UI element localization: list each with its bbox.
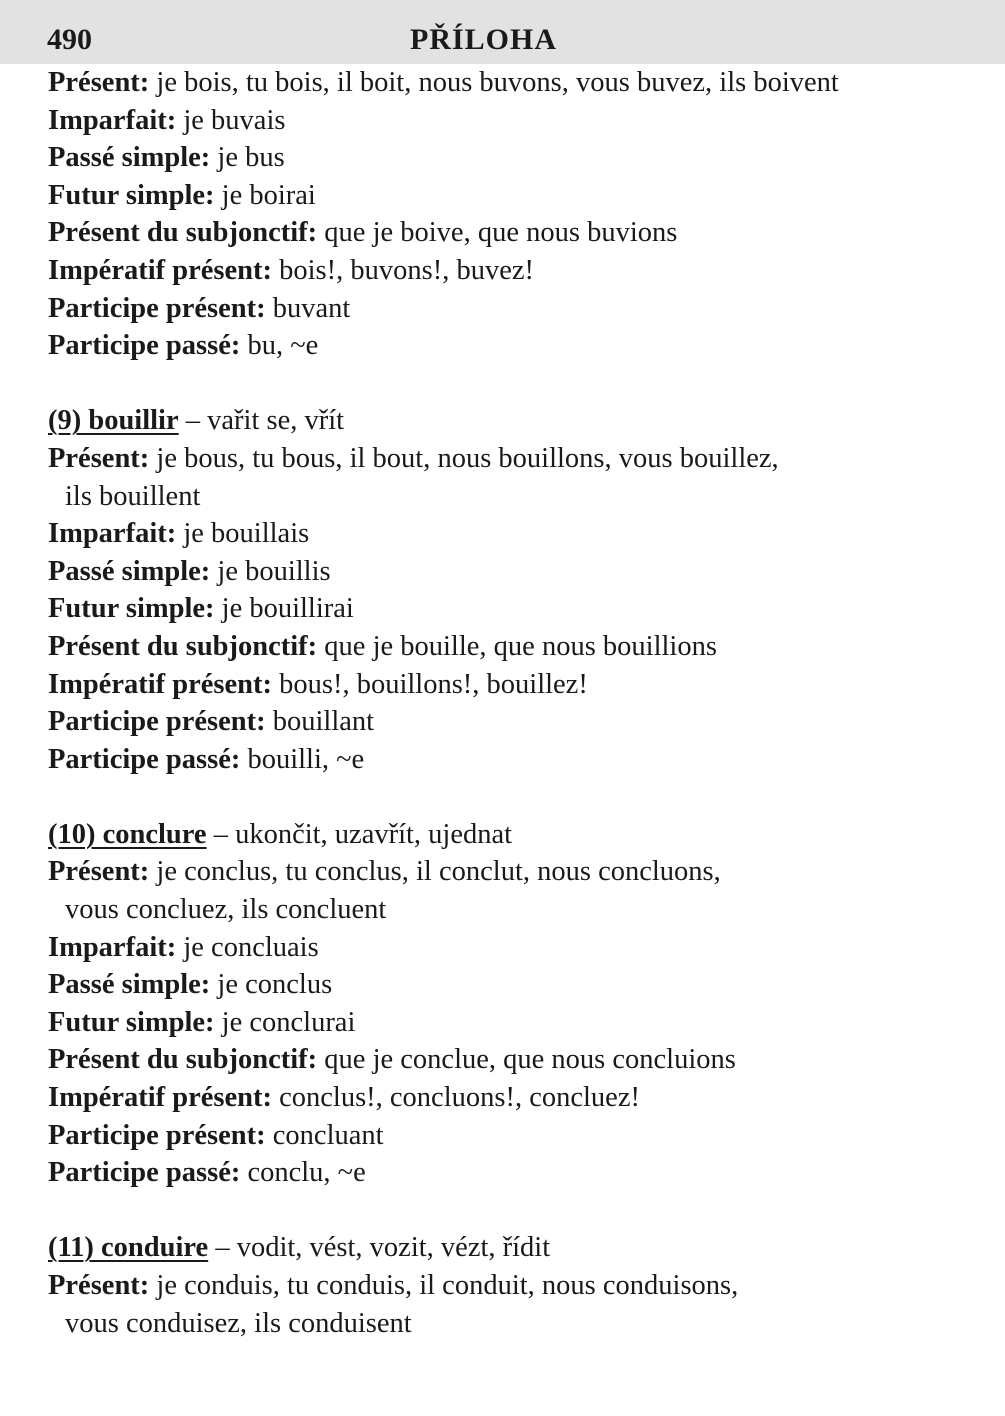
- conjugation-text: je conduis, tu conduis, il conduit, nous conduisons,: [149, 1270, 739, 1301]
- page-header: [0, 0, 1005, 64]
- imparfait-line: [48, 102, 978, 140]
- conjugation-text: que je boive, que nous buvions: [317, 217, 678, 249]
- spacer: [48, 1192, 978, 1230]
- tense-label: Passé simple:: [48, 969, 211, 1001]
- tense-label: Futur simple:: [48, 1006, 215, 1038]
- present-continuation: ils bouillent: [65, 480, 201, 512]
- conjugation-text: je conclus: [210, 969, 333, 1001]
- conjugation-text: bu, ~e: [240, 330, 319, 362]
- participe-present-line: [48, 290, 978, 328]
- participe-present-line: [48, 703, 978, 741]
- conjugation-text: bois!, buvons!, buvez!: [271, 254, 534, 286]
- conjugation-text: je bus: [210, 142, 285, 174]
- conjugation-text: conclu, ~e: [240, 1157, 366, 1189]
- tense-label: Imparfait:: [48, 518, 177, 550]
- conjugation-text: bouillant: [265, 706, 375, 738]
- tense-label: Présent:: [48, 856, 150, 888]
- conjugation-text: je bois, tu bois, il boit, nous buvons, vous buvez, ils boivent: [149, 67, 839, 98]
- tense-label: Passé simple:: [48, 555, 211, 587]
- verb-translation: – vodit, vést, vozit, vézt, řídit: [208, 1232, 551, 1264]
- conjugation-text: que je conclue, que nous concluions: [317, 1044, 736, 1076]
- tense-label: Futur simple:: [48, 179, 215, 211]
- conjugation-text: que je bouille, que nous bouillions: [317, 630, 717, 662]
- tense-label: Présent du subjonctif:: [48, 630, 318, 662]
- verb-translation: – ukončit, uzavřít, ujednat: [206, 818, 513, 850]
- conjugation-text: je bous, tu bous, il bout, nous bouillons, vous bouillez,: [149, 442, 779, 474]
- tense-label: Passé simple:: [48, 142, 211, 174]
- verb-translation: – vařit se, vřít: [178, 405, 345, 437]
- tense-label: Présent:: [48, 1270, 150, 1301]
- conjugation-text: je conclus, tu conclus, il conclut, nous concluons,: [149, 856, 721, 888]
- tense-label: Présent du subjonctif:: [48, 217, 318, 249]
- subjonctif-line: [48, 214, 978, 252]
- tense-label: Futur simple:: [48, 593, 215, 625]
- conjugation-text: je boirai: [214, 179, 316, 211]
- conjugation-text: concluant: [265, 1119, 384, 1151]
- verb-title: (9) bouillir: [48, 405, 179, 437]
- conjugation-text: buvant: [265, 292, 351, 324]
- conjugation-text: je bouillirai: [214, 593, 354, 625]
- imperatif-line: [48, 666, 978, 704]
- tense-label: Impératif présent:: [48, 254, 272, 286]
- imperatif-line: [48, 1079, 978, 1117]
- subjonctif-line: [48, 1041, 978, 1079]
- conjugation-text: conclus!, concluons!, concluez!: [271, 1082, 640, 1114]
- conjugation-text: je buvais: [176, 104, 286, 136]
- tense-label: Présent:: [48, 442, 150, 474]
- passe-simple-line: [48, 553, 978, 591]
- present-line: [48, 440, 978, 478]
- conjugation-text: je conclurai: [214, 1006, 356, 1038]
- present-continuation: vous conduisez, ils conduisent: [65, 1307, 412, 1339]
- participe-passe-line: [48, 327, 978, 365]
- passe-simple-line: [48, 139, 978, 177]
- futur-simple-line: [48, 590, 978, 628]
- present-line: [48, 1267, 978, 1305]
- verb-title: (10) conclure: [48, 818, 207, 850]
- tense-label: Présent du subjonctif:: [48, 1044, 318, 1076]
- present-line: [48, 64, 978, 102]
- tense-label: Présent:: [48, 67, 150, 98]
- imparfait-line: [48, 515, 978, 553]
- verb-heading-bouillir: [48, 402, 978, 440]
- subjonctif-line: [48, 628, 978, 666]
- participe-passe-line: [48, 1154, 978, 1192]
- page-number: 490: [47, 23, 92, 56]
- page-content: [48, 64, 978, 1342]
- tense-label: Impératif présent:: [48, 668, 272, 700]
- conjugation-text: bouilli, ~e: [240, 743, 365, 775]
- tense-label: Impératif présent:: [48, 1082, 272, 1114]
- section-title: PŘÍLOHA: [410, 23, 558, 56]
- tense-label: Participe passé:: [48, 330, 241, 362]
- conjugation-text: je concluais: [176, 931, 319, 963]
- conjugation-text: je bouillis: [210, 555, 331, 587]
- passe-simple-line: [48, 966, 978, 1004]
- spacer: [48, 365, 978, 403]
- tense-label: Participe présent:: [48, 1119, 266, 1151]
- conjugation-text: bous!, bouillons!, bouillez!: [271, 668, 588, 700]
- participe-present-line: [48, 1117, 978, 1155]
- verb-heading-conclure: [48, 816, 978, 854]
- present-continuation: vous concluez, ils concluent: [65, 894, 387, 926]
- tense-label: Imparfait:: [48, 104, 177, 136]
- tense-label: Participe passé:: [48, 743, 241, 775]
- verb-heading-conduire: [48, 1229, 978, 1267]
- present-line: [48, 853, 978, 891]
- tense-label: Participe présent:: [48, 706, 266, 738]
- imparfait-line: [48, 929, 978, 967]
- spacer: [48, 778, 978, 816]
- participe-passe-line: [48, 741, 978, 779]
- conjugation-text: je bouillais: [176, 518, 310, 550]
- futur-simple-line: [48, 177, 978, 215]
- tense-label: Participe passé:: [48, 1157, 241, 1189]
- imperatif-line: [48, 252, 978, 290]
- tense-label: Participe présent:: [48, 292, 266, 324]
- futur-simple-line: [48, 1004, 978, 1042]
- verb-title: (11) conduire: [48, 1232, 209, 1264]
- tense-label: Imparfait:: [48, 931, 177, 963]
